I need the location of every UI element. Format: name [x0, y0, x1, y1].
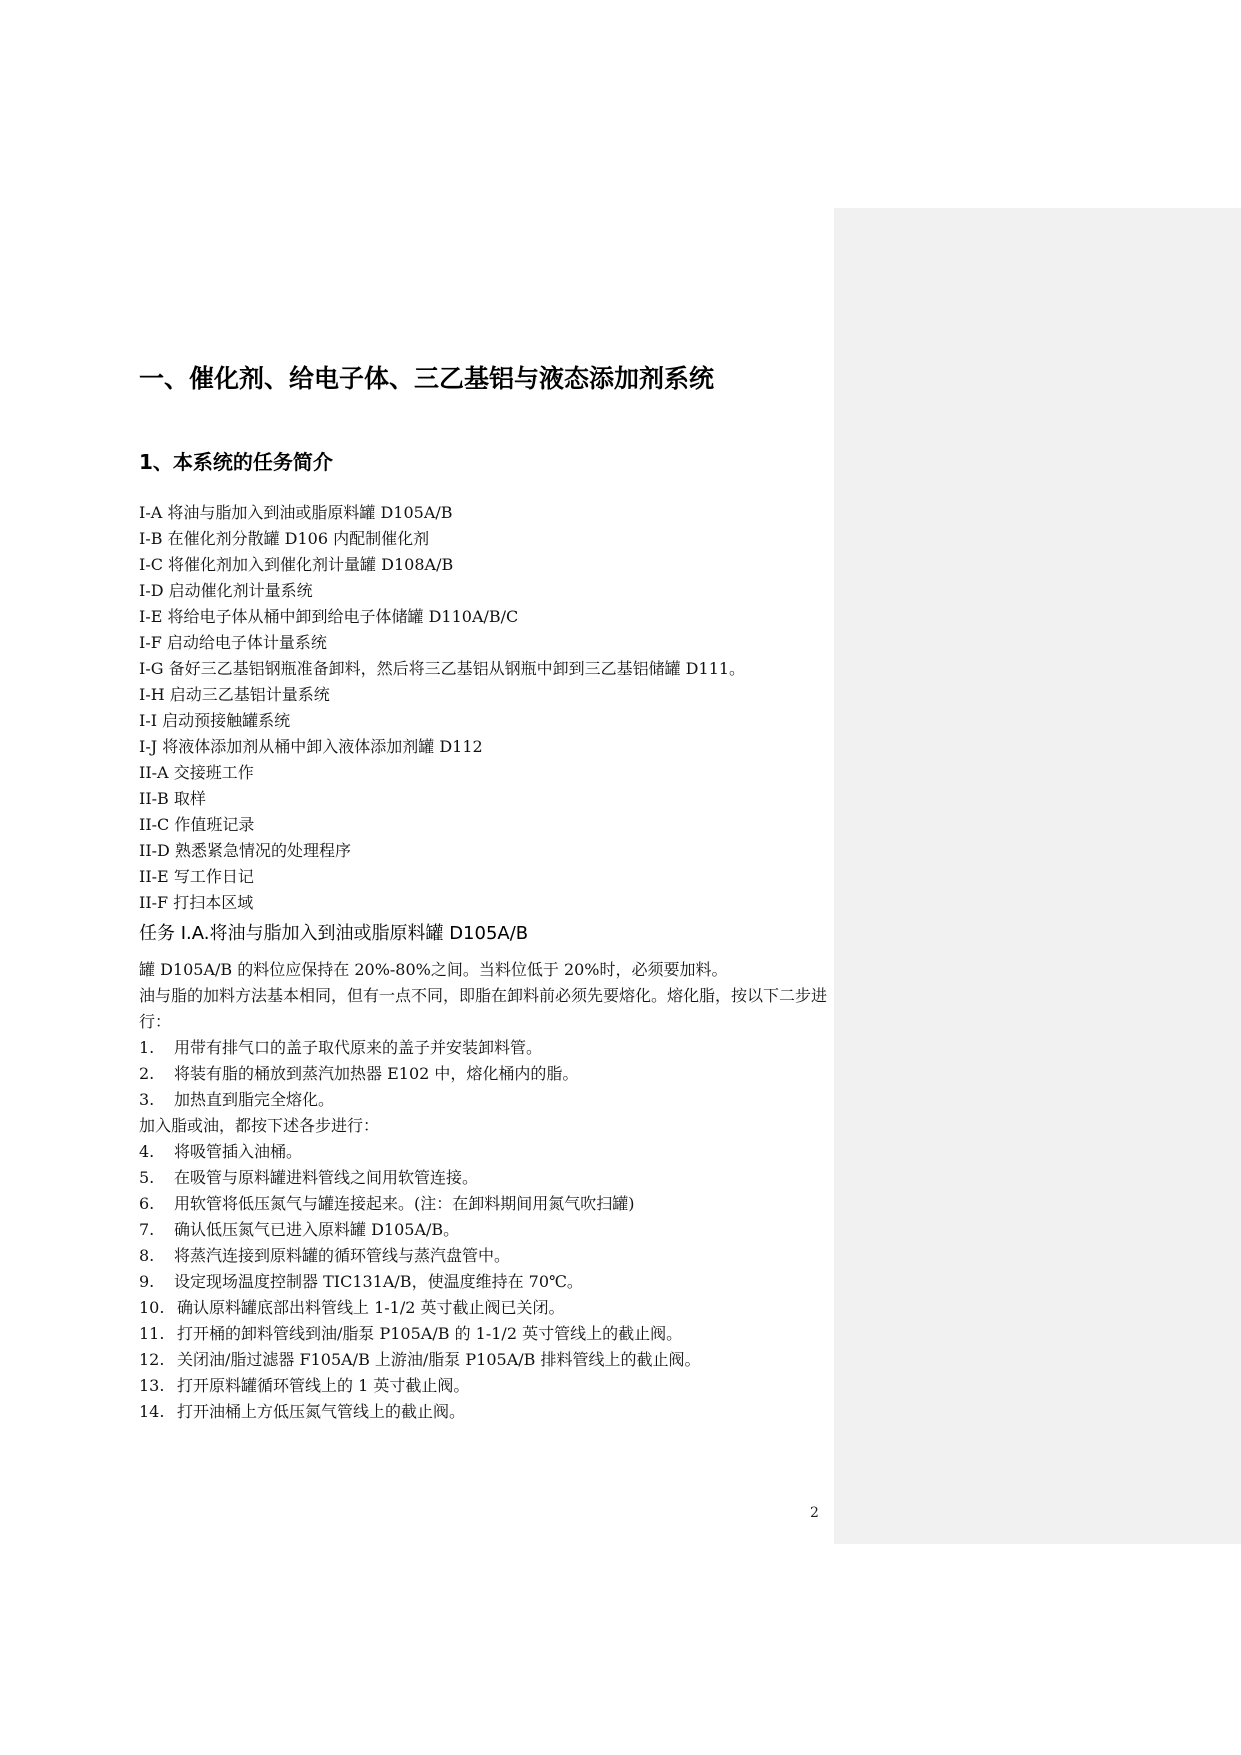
step-text: 将装有脂的桶放到蒸汽加热器 E102 中，熔化桶内的脂。	[174, 1064, 579, 1083]
step-text: 加热直到脂完全熔化。	[174, 1090, 335, 1109]
step-number: 14.	[139, 1402, 165, 1421]
step-number: 1.	[139, 1038, 155, 1057]
task-ia-body	[139, 957, 829, 1425]
step-number: 2.	[139, 1064, 155, 1083]
feed-step	[139, 1269, 829, 1295]
list-item: I-A 将油与脂加入到油或脂原料罐 D105A/B	[139, 503, 453, 522]
list-item: II-A 交接班工作	[139, 763, 254, 782]
step-number: 13.	[139, 1376, 165, 1395]
list-item: I-G 备好三乙基铝钢瓶准备卸料，然后将三乙基铝从钢瓶中卸到三乙基铝储罐 D111。	[139, 659, 746, 678]
list-item: II-E 写工作日记	[139, 867, 254, 886]
melt-step	[139, 1061, 829, 1087]
step-number: 9.	[139, 1272, 155, 1291]
list-item: I-B 在催化剂分散罐 D106 内配制催化剂	[139, 529, 430, 548]
step-text: 用软管将低压氮气与罐连接起来。(注：在卸料期间用氮气吹扫罐)	[174, 1194, 635, 1213]
list-item: I-J 将液体添加剂从桶中卸入液体添加剂罐 D112	[139, 737, 483, 756]
feed-step	[139, 1373, 829, 1399]
step-text: 打开桶的卸料管线到油/脂泵 P105A/B 的 1-1/2 英寸管线上的截止阀。	[177, 1324, 683, 1343]
step-text: 确认低压氮气已进入原料罐 D105A/B。	[174, 1220, 460, 1239]
step-text: 确认原料罐底部出料管线上 1-1/2 英寸截止阀已关闭。	[177, 1298, 565, 1317]
feed-step	[139, 1217, 829, 1243]
step-text: 设定现场温度控制器 TIC131A/B，使温度维持在 70℃。	[174, 1272, 583, 1291]
step-number: 12.	[139, 1350, 165, 1369]
list-item: II-F 打扫本区域	[139, 893, 254, 912]
step-text: 在吸管与原料罐进料管线之间用软管连接。	[174, 1168, 479, 1187]
feed-step	[139, 1295, 829, 1321]
list-item: I-E 将给电子体从桶中卸到给电子体储罐 D110A/B/C	[139, 607, 519, 626]
step-text: 将蒸汽连接到原料罐的循环管线与蒸汽盘管中。	[174, 1246, 511, 1265]
step-number: 6.	[139, 1194, 155, 1213]
list-item: II-B 取样	[139, 789, 206, 808]
step-number: 8.	[139, 1246, 155, 1265]
page-number: 2	[810, 1505, 819, 1521]
feed-step	[139, 1399, 829, 1425]
step-number: 10.	[139, 1298, 165, 1317]
melt-step	[139, 1087, 829, 1113]
step-number: 5.	[139, 1168, 155, 1187]
step-text: 将吸管插入油桶。	[174, 1142, 303, 1161]
feed-step	[139, 1243, 829, 1269]
melt-step	[139, 1035, 829, 1061]
step-text: 打开油桶上方低压氮气管线上的截止阀。	[177, 1402, 466, 1421]
list-item: I-D 启动催化剂计量系统	[139, 581, 313, 600]
task-ia-heading: 任务 I.A.将油与脂加入到油或脂原料罐 D105A/B	[139, 923, 529, 944]
method-paragraph: 油与脂的加料方法基本相同，但有一点不同，即脂在卸料前必须先要熔化。熔化脂，按以下二步进行：	[139, 986, 828, 1031]
list-item: II-C 作值班记录	[139, 815, 255, 834]
step-number: 7.	[139, 1220, 155, 1239]
step-number: 11.	[139, 1324, 165, 1343]
step-text: 关闭油/脂过滤器 F105A/B 上游油/脂泵 P105A/B 排料管线上的截止阀。	[177, 1350, 701, 1369]
feed-step	[139, 1321, 829, 1347]
feed-step	[139, 1191, 829, 1217]
list-item: II-D 熟悉紧急情况的处理程序	[139, 841, 351, 860]
task-list	[139, 500, 745, 916]
list-item: I-I 启动预接触罐系统	[139, 711, 291, 730]
feed-step	[139, 1347, 829, 1373]
comment-margin-pane	[834, 208, 1241, 1544]
section-heading: 1、本系统的任务简介	[139, 450, 333, 474]
level-paragraph: 罐 D105A/B 的料位应保持在 20%-80%之间。当料位低于 20%时，必须要加料。	[139, 960, 728, 979]
chapter-heading: 一、催化剂、给电子体、三乙基铝与液态添加剂系统	[139, 364, 715, 393]
step-number: 4.	[139, 1142, 155, 1161]
feed-step	[139, 1139, 829, 1165]
step-number: 3.	[139, 1090, 155, 1109]
step-text: 打开原料罐循环管线上的 1 英寸截止阀。	[177, 1376, 470, 1395]
list-item: I-C 将催化剂加入到催化剂计量罐 D108A/B	[139, 555, 454, 574]
feed-paragraph: 加入脂或油，都按下述各步进行：	[139, 1116, 380, 1135]
feed-step	[139, 1165, 829, 1191]
step-text: 用带有排气口的盖子取代原来的盖子并安装卸料管。	[174, 1038, 543, 1057]
list-item: I-F 启动给电子体计量系统	[139, 633, 327, 652]
list-item: I-H 启动三乙基铝计量系统	[139, 685, 330, 704]
